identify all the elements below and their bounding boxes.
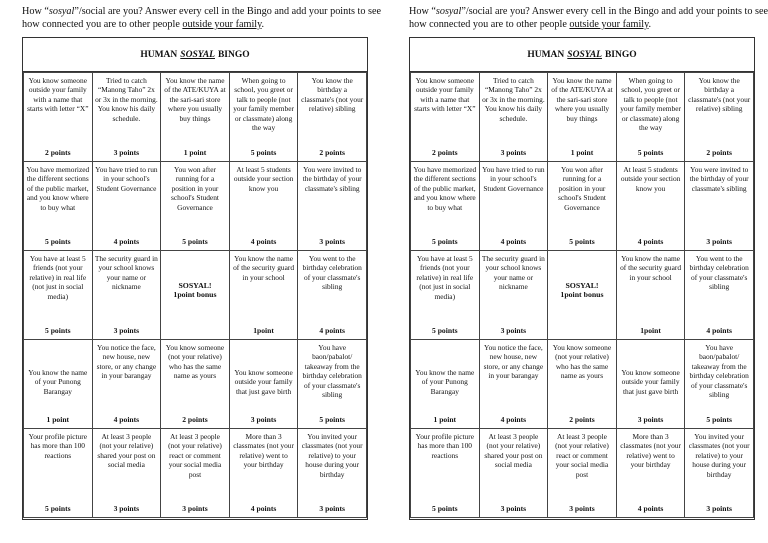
- cell-prompt: Tried to catch “Manong Taho” 2x or 3x in the morning. You know his daily schedule.: [95, 76, 158, 123]
- bingo-cell[interactable]: [298, 73, 367, 162]
- cell-prompt: You went to the birthday celebration of your classmate's sibling: [302, 254, 362, 292]
- cell-prompt: You know someone (not your relative) who has the same name as yours: [552, 343, 612, 381]
- cell-points: 3 points: [706, 237, 732, 246]
- bingo-cell[interactable]: [411, 162, 480, 251]
- board-title: HUMAN SOSYAL BINGO: [23, 38, 367, 72]
- bingo-grid: [23, 72, 367, 518]
- cell-prompt: At least 5 students outside your section know you: [620, 165, 681, 193]
- cell-points: 3 points: [250, 415, 277, 424]
- cell-points: 4 points: [706, 326, 732, 335]
- bingo-cell[interactable]: [161, 251, 230, 340]
- bingo-cell[interactable]: [479, 340, 548, 429]
- cell-points: 5 points: [706, 415, 732, 424]
- cell-points: 2 points: [706, 148, 732, 157]
- bingo-cell[interactable]: [411, 429, 480, 518]
- cell-prompt: Your profile picture has more than 100 reactions: [415, 432, 474, 460]
- cell-prompt: You have tried to run in your school's Student Governance: [95, 165, 158, 193]
- cell-points: 4 points: [500, 415, 527, 424]
- bingo-row: [411, 340, 754, 429]
- bingo-cell[interactable]: [685, 340, 754, 429]
- bingo-row: [24, 251, 367, 340]
- cell-points: 5 points: [182, 237, 208, 246]
- bingo-cell[interactable]: [92, 340, 161, 429]
- bingo-cell[interactable]: [298, 251, 367, 340]
- bingo-cell[interactable]: [479, 162, 548, 251]
- bingo-cell[interactable]: [298, 429, 367, 518]
- cell-prompt: You have baon/pabalot/ takeaway from the birthday celebration of your classmate's sibling: [302, 343, 362, 400]
- cell-prompt: Your profile picture has more than 100 reactions: [28, 432, 87, 460]
- cell-prompt: You know someone (not your relative) who has the same name as yours: [165, 343, 225, 381]
- cell-points: 5 points: [432, 326, 458, 335]
- bingo-row: [24, 73, 367, 162]
- cell-prompt: You know the birthday a classmate's (not your relative) sibling: [688, 76, 751, 114]
- bingo-cell[interactable]: [685, 73, 754, 162]
- cell-prompt: At least 3 people (not your relative) react or comment your social media post: [555, 432, 609, 479]
- cell-prompt: You were invited to the birthday of your classmate's sibling: [689, 165, 749, 193]
- cell-points: 4 points: [250, 237, 277, 246]
- cell-points: 5 points: [45, 504, 71, 513]
- cell-points: 3 points: [706, 504, 732, 513]
- bingo-cell[interactable]: [229, 429, 298, 518]
- bingo-cell[interactable]: [161, 340, 230, 429]
- bingo-board: [22, 37, 368, 520]
- bingo-cell[interactable]: [548, 251, 617, 340]
- bingo-cell[interactable]: [548, 340, 617, 429]
- bingo-cell[interactable]: [229, 251, 298, 340]
- cell-points: 4 points: [113, 415, 140, 424]
- bingo-cell[interactable]: [411, 251, 480, 340]
- bingo-cell[interactable]: [229, 73, 298, 162]
- cell-prompt: At least 3 people (not your relative) react or comment your social media post: [168, 432, 222, 479]
- bingo-cell[interactable]: [616, 251, 685, 340]
- cell-prompt: At least 3 people (not your relative) shared your post on social media: [484, 432, 543, 470]
- cell-prompt: You notice the face, new house, new store, or any change in your barangay: [96, 343, 157, 381]
- cell-prompt: You won after running for a position in your school's Student Governance: [558, 165, 606, 212]
- bingo-row: [24, 162, 367, 251]
- cell-points: 4 points: [637, 504, 664, 513]
- bingo-cell[interactable]: [229, 162, 298, 251]
- cell-points: 5 points: [569, 237, 595, 246]
- bingo-cell[interactable]: [161, 73, 230, 162]
- bingo-row: [411, 251, 754, 340]
- cell-prompt: You know the name of your Punong Barangay: [28, 368, 88, 396]
- bingo-cell[interactable]: [479, 429, 548, 518]
- bingo-cell[interactable]: [24, 162, 93, 251]
- cell-prompt: The security guard in your school knows your name or nickname: [481, 254, 545, 292]
- cell-prompt: The security guard in your school knows your name or nickname: [94, 254, 158, 292]
- cell-prompt: You have memorized the different sections of the public market, and you know where to buy what: [413, 165, 477, 212]
- bingo-cell[interactable]: [685, 162, 754, 251]
- bingo-cell[interactable]: [616, 429, 685, 518]
- bingo-cell[interactable]: [685, 251, 754, 340]
- cell-points: 5 points: [45, 326, 71, 335]
- cell-prompt: You know the name of the ATE/KUYA at the sari-sari store where you usually buy things: [551, 76, 613, 123]
- bingo-cell[interactable]: [298, 340, 367, 429]
- cell-prompt: You have baon/pabalot/ takeaway from the birthday celebration of your classmate's sibling: [689, 343, 749, 400]
- cell-points: 3 points: [637, 415, 664, 424]
- cell-prompt: You were invited to the birthday of your classmate's sibling: [302, 165, 362, 193]
- bingo-cell[interactable]: [24, 340, 93, 429]
- bingo-cell[interactable]: [92, 162, 161, 251]
- cell-prompt: More than 3 classmates (not your relative) went to your birthday: [620, 432, 681, 470]
- cell-prompt: You know someone outside your family that just gave birth: [234, 368, 293, 396]
- cell-prompt: You won after running for a position in your school's Student Governance: [171, 165, 219, 212]
- cell-prompt: You know the name of the security guard in your school: [233, 254, 295, 282]
- bingo-cell[interactable]: [24, 251, 93, 340]
- cell-prompt: You invited your classmates (not your relative) to your house during your birthday: [301, 432, 363, 479]
- bingo-grid: [410, 72, 754, 518]
- cell-points: 4 points: [113, 237, 140, 246]
- cell-points: 3 points: [500, 326, 527, 335]
- cell-points: 1 point: [570, 148, 594, 157]
- cell-prompt: You have at least 5 friends (not your relative) in real life (not just in social media): [29, 254, 87, 301]
- free-space-label: SOSYAL! 1point bonus: [173, 281, 217, 300]
- bingo-sheet-right: [407, 0, 768, 513]
- cell-points: 2 points: [182, 415, 208, 424]
- cell-prompt: You know the name of your Punong Barangay: [415, 368, 475, 396]
- cell-prompt: At least 3 people (not your relative) shared your post on social media: [97, 432, 156, 470]
- cell-points: 5 points: [319, 415, 345, 424]
- bingo-cell[interactable]: [161, 162, 230, 251]
- cell-points: 1 point: [183, 148, 207, 157]
- cell-points: 1point: [253, 326, 274, 335]
- cell-points: 1 point: [46, 415, 70, 424]
- cell-prompt: At least 5 students outside your section know you: [233, 165, 294, 193]
- bingo-row: [24, 429, 367, 518]
- bingo-cell[interactable]: [479, 251, 548, 340]
- cell-points: 3 points: [500, 148, 527, 157]
- cell-prompt: You know someone outside your family that just gave birth: [621, 368, 680, 396]
- cell-prompt: You know the birthday a classmate's (not your relative) sibling: [301, 76, 364, 114]
- cell-prompt: You went to the birthday celebration of your classmate's sibling: [689, 254, 749, 292]
- bingo-row: [411, 73, 754, 162]
- cell-prompt: You notice the face, new house, new store, or any change in your barangay: [483, 343, 544, 381]
- cell-points: 3 points: [319, 504, 345, 513]
- cell-points: 1point: [640, 326, 661, 335]
- cell-prompt: You know someone outside your family with a name that starts with letter “X”: [27, 76, 89, 114]
- bingo-cell[interactable]: [616, 162, 685, 251]
- cell-prompt: You have tried to run in your school's Student Governance: [482, 165, 545, 193]
- cell-prompt: You know someone outside your family with a name that starts with letter “X”: [414, 76, 476, 114]
- cell-points: 2 points: [45, 148, 71, 157]
- bingo-cell[interactable]: [411, 73, 480, 162]
- cell-points: 3 points: [113, 326, 140, 335]
- cell-points: 5 points: [432, 237, 458, 246]
- cell-points: 3 points: [113, 504, 140, 513]
- cell-points: 4 points: [319, 326, 345, 335]
- cell-points: 4 points: [250, 504, 277, 513]
- cell-points: 3 points: [182, 504, 208, 513]
- cell-prompt: You have memorized the different sections of the public market, and you know where to buy what: [26, 165, 90, 212]
- bingo-cell[interactable]: [548, 429, 617, 518]
- bingo-cell[interactable]: [92, 429, 161, 518]
- bingo-cell[interactable]: [161, 429, 230, 518]
- bingo-row: [411, 429, 754, 518]
- bingo-row: [24, 340, 367, 429]
- cell-points: 2 points: [319, 148, 345, 157]
- bingo-sheet-left: [20, 0, 390, 513]
- cell-points: 4 points: [500, 237, 527, 246]
- bingo-cell[interactable]: [298, 162, 367, 251]
- free-space-label: SOSYAL! 1point bonus: [560, 281, 604, 300]
- cell-points: 3 points: [319, 237, 345, 246]
- board-title: HUMAN SOSYAL BINGO: [410, 38, 754, 72]
- cell-points: 3 points: [569, 504, 595, 513]
- bingo-board: [409, 37, 755, 520]
- bingo-row: [411, 162, 754, 251]
- instructions-text: How “sosyal”/social are you? Answer every cell in the Bingo and add your points to see how connected you are to other people outside your family.: [22, 6, 382, 30]
- bingo-cell[interactable]: [479, 73, 548, 162]
- bingo-cell[interactable]: [616, 73, 685, 162]
- bingo-cell[interactable]: [229, 340, 298, 429]
- cell-prompt: When going to school, you greet or talk to people (not your family member or classmate) along the way: [233, 76, 294, 133]
- cell-prompt: When going to school, you greet or talk to people (not your family member or classmate) along the way: [620, 76, 681, 133]
- cell-prompt: You have at least 5 friends (not your relative) in real life (not just in social media): [416, 254, 474, 301]
- cell-points: 5 points: [432, 504, 458, 513]
- cell-points: 4 points: [637, 237, 664, 246]
- cell-prompt: You invited your classmates (not your relative) to your house during your birthday: [688, 432, 750, 479]
- bingo-cell[interactable]: [616, 340, 685, 429]
- bingo-cell[interactable]: [548, 73, 617, 162]
- cell-prompt: You know the name of the ATE/KUYA at the sari-sari store where you usually buy things: [164, 76, 226, 123]
- instructions-text: How “sosyal”/social are you? Answer every cell in the Bingo and add your points to see how connected you are to other people outside your family.: [409, 6, 768, 30]
- cell-points: 1 point: [433, 415, 457, 424]
- bingo-cell[interactable]: [92, 251, 161, 340]
- bingo-cell[interactable]: [411, 340, 480, 429]
- cell-prompt: Tried to catch “Manong Taho” 2x or 3x in the morning. You know his daily schedule.: [482, 76, 545, 123]
- bingo-cell[interactable]: [24, 429, 93, 518]
- cell-points: 2 points: [569, 415, 595, 424]
- cell-prompt: More than 3 classmates (not your relative) went to your birthday: [233, 432, 294, 470]
- bingo-cell[interactable]: [24, 73, 93, 162]
- bingo-cell[interactable]: [548, 162, 617, 251]
- cell-points: 2 points: [432, 148, 458, 157]
- cell-points: 3 points: [113, 148, 140, 157]
- cell-points: 3 points: [500, 504, 527, 513]
- bingo-cell[interactable]: [685, 429, 754, 518]
- cell-points: 5 points: [637, 148, 664, 157]
- cell-points: 5 points: [250, 148, 277, 157]
- cell-prompt: You know the name of the security guard in your school: [620, 254, 682, 282]
- cell-points: 5 points: [45, 237, 71, 246]
- bingo-cell[interactable]: [92, 73, 161, 162]
